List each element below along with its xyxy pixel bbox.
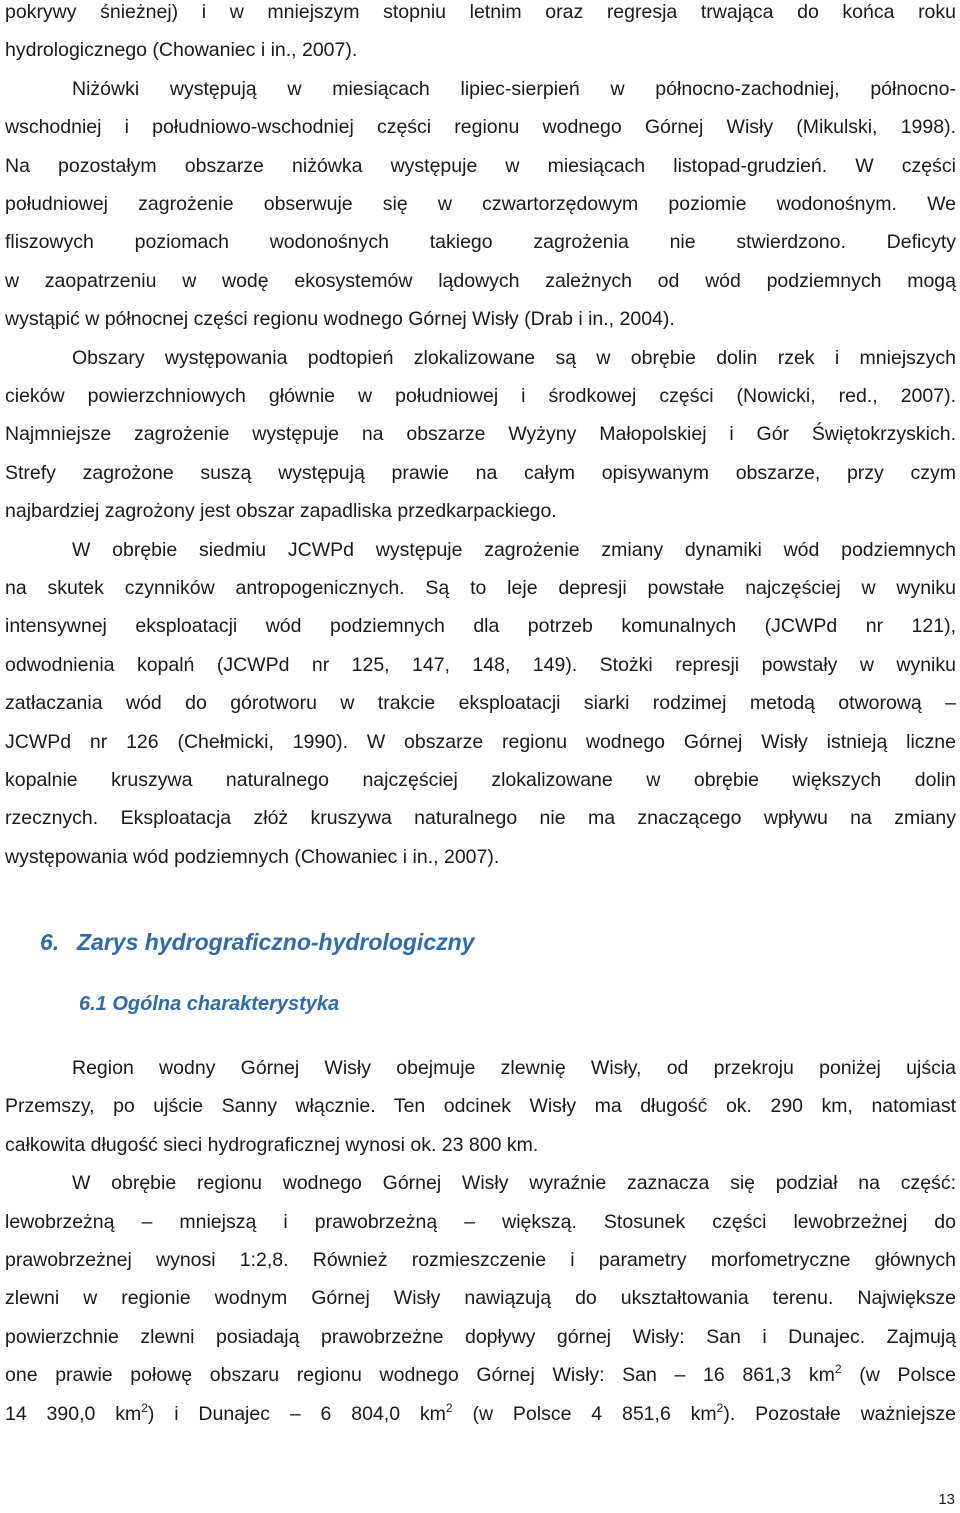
text-line: w zaopatrzeniu w wodę ekosystemów lądowych zależnych od wód podziemnych mogą xyxy=(5,269,956,292)
text-line: Na pozostałym obszarze niżówka występuje w miesiącach listopad-grudzień. W części xyxy=(5,154,956,177)
text-line: intensywnej eksploatacji wód podziemnych dla potrzeb komunalnych (JCWPd nr 121), xyxy=(5,615,956,638)
text-line: prawobrzeżnej wynosi 1:2,8. Również rozmieszczenie i parametry morfometryczne głównych xyxy=(5,1248,956,1271)
text-line: pokrywy śnieżnej) i w mniejszym stopniu letnim oraz regresja trwająca do końca roku xyxy=(5,1,956,23)
text-run: 14 390,0 km xyxy=(5,1402,142,1425)
text-line: JCWPd nr 126 (Chełmicki, 1990). W obszarze regionu wodnego Górnej Wisły istnieją liczne xyxy=(5,730,956,753)
paragraph-1 xyxy=(5,0,956,70)
paragraph-2 xyxy=(5,70,956,339)
text-line: południowej zagrożenie obserwuje się w czwartorzędowym poziomie wodonośnym. We xyxy=(5,192,956,215)
superscript: 2 xyxy=(716,1400,724,1415)
text-line: wschodniej i południowo-wschodniej części regionu wodnego Górnej Wisły (Mikulski, 1998). xyxy=(5,116,956,139)
text-line: wystąpić w północnej części regionu wodnego Górnej Wisły (Drab i in., 2004). xyxy=(5,308,675,331)
subsection-heading: 6.1 Ogólna charakterystyka xyxy=(79,993,340,1015)
paragraph-3 xyxy=(5,339,956,531)
text-run: one prawie połowę obszaru regionu wodnego Górnej Wisły: San – 16 861,3 km xyxy=(5,1364,835,1387)
paragraph-6 xyxy=(5,1164,956,1433)
text-line: W obrębie regionu wodnego Górnej Wisły wyraźnie zaznacza się podział na część: xyxy=(72,1172,956,1195)
text-line: cieków powierzchniowych głównie w południowej i środkowej części (Nowicki, red., 2007). xyxy=(5,384,956,407)
superscript: 2 xyxy=(141,1400,148,1415)
page-number: 13 xyxy=(938,1491,955,1508)
text-run: ) i Dunajec – 6 804,0 km xyxy=(147,1402,446,1425)
text-line: zatłaczania wód do górotworu w trakcie eksploatacji siarki rodzimej metodą otworową – xyxy=(5,692,956,715)
text-run: (w Polsce 4 851,6 km xyxy=(452,1402,717,1425)
text-line: Obszary występowania podtopień zlokalizowane są w obrębie dolin rzek i mniejszych xyxy=(72,346,956,369)
text-line: lewobrzeżną – mniejszą i prawobrzeżną – większą. Stosunek części lewobrzeżnej do xyxy=(5,1210,956,1233)
section-number: 6. xyxy=(40,929,60,955)
text-line: Region wodny Górnej Wisły obejmuje zlewnię Wisły, od przekroju poniżej ujścia xyxy=(72,1057,956,1079)
text-line: Niżówki występują w miesiącach lipiec-sierpień w północno-zachodniej, północno- xyxy=(72,77,956,100)
text-line: występowania wód podziemnych (Chowaniec i in., 2007). xyxy=(5,845,500,868)
text-line: odwodnienia kopalń (JCWPd nr 125, 147, 148, 149). Stożki represji powstały w wyniku xyxy=(5,653,956,676)
text-line: zlewni w regionie wodnym Górnej Wisły nawiązują do ukształtowania terenu. Największe xyxy=(5,1287,956,1310)
text-line: powierzchnie zlewni posiadają prawobrzeżne dopływy górnej Wisły: San i Dunajec. Zajmują xyxy=(5,1325,956,1348)
text-line: na skutek czynników antropogenicznych. Są to leje depresji powstałe najczęściej w wyniku xyxy=(5,576,956,599)
text-line: Strefy zagrożone suszą występują prawie na całym opisywanym obszarze, przy czym xyxy=(5,461,956,484)
superscript: 2 xyxy=(445,1400,453,1415)
text-line: całkowita długość sieci hydrograficznej wynosi ok. 23 800 km. xyxy=(5,1133,539,1156)
text-line: Najmniejsze zagrożenie występuje na obszarze Wyżyny Małopolskiej i Gór Świętokrzyskich. xyxy=(5,423,956,446)
text-line: Przemszy, po ujście Sanny włącznie. Ten odcinek Wisły ma długość ok. 290 km, natomiast xyxy=(5,1095,956,1118)
paragraph-5 xyxy=(5,1049,956,1164)
text-line: W obrębie siedmiu JCWPd występuje zagrożenie zmiany dynamiki wód podziemnych xyxy=(72,538,956,561)
text-line xyxy=(5,1356,956,1394)
text-line: najbardziej zagrożony jest obszar zapadliska przedkarpackiego. xyxy=(5,500,557,523)
paragraph-4 xyxy=(5,531,956,877)
section-heading xyxy=(40,929,474,956)
text-line: kopalnie kruszywa naturalnego najczęściej zlokalizowane w obrębie większych dolin xyxy=(5,768,956,791)
section-title: Zarys hydrograficzno-hydrologiczny xyxy=(77,929,475,955)
text-line: fliszowych poziomach wodonośnych takiego zagrożenia nie stwierdzono. Deficyty xyxy=(5,231,956,254)
text-line xyxy=(5,1395,956,1433)
text-run: (w Polsce xyxy=(841,1364,956,1387)
text-run: ). Pozostałe ważniejsze xyxy=(723,1402,956,1425)
text-line: hydrologicznego (Chowaniec i in., 2007). xyxy=(5,39,358,62)
superscript: 2 xyxy=(834,1362,842,1377)
text-line: rzecznych. Eksploatacja złóż kruszywa naturalnego nie ma znaczącego wpływu na zmiany xyxy=(5,807,956,830)
